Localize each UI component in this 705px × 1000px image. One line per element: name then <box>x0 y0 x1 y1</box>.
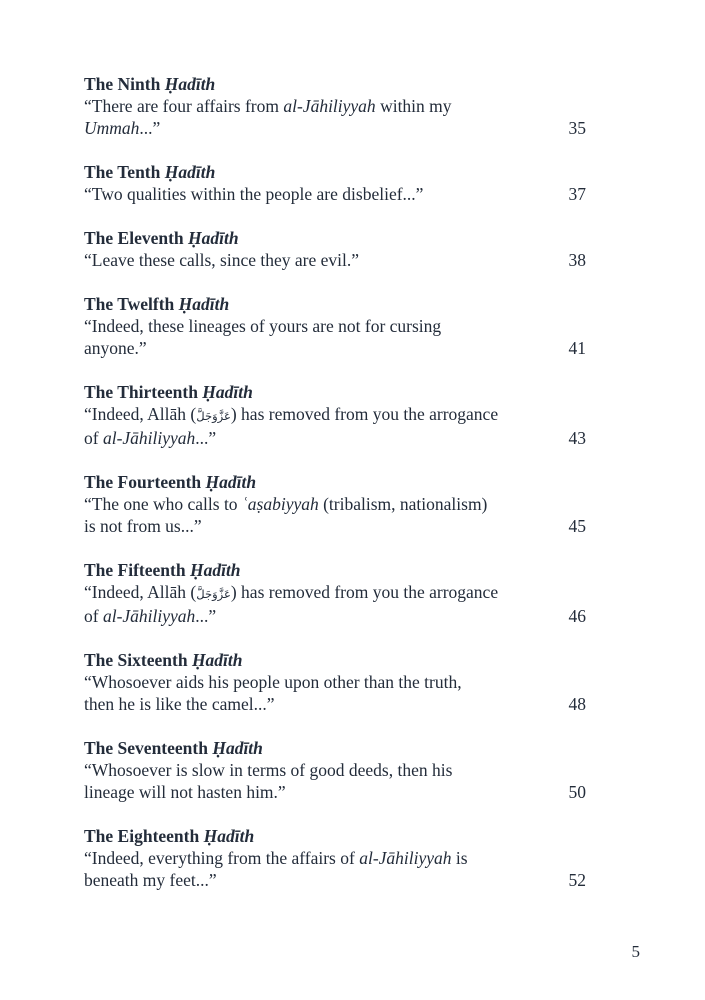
transliterated-term: ʿaṣabiyyah <box>241 494 319 514</box>
transliterated-term: al-Jāhiliyyah <box>102 606 196 626</box>
toc-entry <box>84 649 586 715</box>
entry-title <box>84 825 586 847</box>
toc-entry <box>84 471 586 537</box>
toc-entry <box>84 381 586 449</box>
toc-entry <box>84 227 586 271</box>
entry-quote <box>84 581 498 627</box>
entry-quote <box>84 403 498 449</box>
entry-page-number: 45 <box>568 516 586 536</box>
entry-page-number: 52 <box>568 870 586 890</box>
text-segment: “Whosoever is slow in terms of good deeds, then his <box>84 760 453 780</box>
entry-quote <box>84 847 468 891</box>
entry-page-number: 50 <box>568 782 586 802</box>
transliterated-term: Ummah <box>84 118 140 138</box>
text-segment: The Eighteenth <box>84 826 204 846</box>
entry-page-number: 35 <box>568 118 586 138</box>
transliterated-term: Ḥadīth <box>212 738 263 758</box>
entry-quote <box>84 671 462 715</box>
entry-body <box>84 183 586 205</box>
text-segment: is <box>451 848 468 868</box>
text-segment: ...” <box>139 118 161 138</box>
quote-line <box>84 427 498 449</box>
entry-body <box>84 493 586 537</box>
text-segment: ...” <box>195 428 217 448</box>
text-segment: of <box>84 606 103 626</box>
text-segment: ...” <box>195 606 217 626</box>
text-segment: “Two qualities within the people are disbelief...” <box>84 184 424 204</box>
text-segment: The Eleventh <box>84 228 189 248</box>
quote-line <box>84 781 452 803</box>
toc-entry <box>84 825 586 891</box>
quote-line <box>84 515 487 537</box>
entry-quote <box>84 249 359 271</box>
entry-title <box>84 737 586 759</box>
text-segment: is not from us...” <box>84 516 202 536</box>
quote-line <box>84 95 452 117</box>
quote-line <box>84 403 498 427</box>
entry-body <box>84 315 586 359</box>
entry-body <box>84 403 586 449</box>
arabic-honorific: عَزَّوَجَلَّ <box>196 409 231 423</box>
transliterated-term: al-Jāhiliyyah <box>359 848 452 868</box>
text-segment: beneath my feet...” <box>84 870 217 890</box>
transliterated-term: Ḥadīth <box>203 826 255 846</box>
entry-quote <box>84 759 452 803</box>
entry-quote <box>84 315 441 359</box>
toc-entry <box>84 559 586 627</box>
text-segment: “Leave these calls, since they are evil.” <box>84 250 359 270</box>
text-segment: The Fifteenth <box>84 560 190 580</box>
entry-quote <box>84 95 452 139</box>
entry-title <box>84 293 586 315</box>
quote-line <box>84 693 462 715</box>
entry-body <box>84 95 586 139</box>
text-segment: The Fourteenth <box>84 472 206 492</box>
arabic-honorific: عَزَّوَجَلَّ <box>196 587 231 601</box>
quote-line <box>84 493 487 515</box>
text-segment: “There are four affairs from <box>84 96 284 116</box>
quote-line <box>84 315 441 337</box>
entry-title <box>84 471 586 493</box>
text-segment: The Ninth <box>84 74 165 94</box>
text-segment: “Indeed, Allāh ( <box>84 582 197 602</box>
text-segment: “Indeed, everything from the affairs of <box>84 848 360 868</box>
transliterated-term: Ḥadīth <box>164 162 216 182</box>
entry-title <box>84 227 586 249</box>
text-segment: ) has removed from you the arrogance <box>230 582 499 602</box>
quote-line <box>84 759 452 781</box>
quote-line <box>84 671 462 693</box>
transliterated-term: al-Jāhiliyyah <box>283 96 376 116</box>
quote-line <box>84 869 468 891</box>
text-segment: within my <box>375 96 452 116</box>
toc-entry <box>84 73 586 139</box>
entry-page-number: 48 <box>568 694 586 714</box>
quote-line <box>84 337 441 359</box>
quote-line <box>84 581 498 605</box>
toc-list <box>84 73 586 913</box>
transliterated-term: Ḥadīth <box>164 74 216 94</box>
text-segment: The Tenth <box>84 162 165 182</box>
quote-line <box>84 847 468 869</box>
transliterated-term: Ḥadīth <box>188 228 239 248</box>
text-segment: lineage will not hasten him.” <box>84 782 286 802</box>
entry-page-number: 37 <box>568 184 586 204</box>
quote-line <box>84 605 498 627</box>
transliterated-term: Ḥadīth <box>189 560 241 580</box>
text-segment: The Sixteenth <box>84 650 192 670</box>
entry-title <box>84 381 586 403</box>
text-segment: ) has removed from you the arrogance <box>230 404 499 424</box>
entry-body <box>84 759 586 803</box>
transliterated-term: al-Jāhiliyyah <box>102 428 196 448</box>
entry-page-number: 41 <box>568 338 586 358</box>
entry-body <box>84 581 586 627</box>
text-segment: then he is like the camel...” <box>84 694 275 714</box>
entry-body <box>84 847 586 891</box>
entry-page-number: 38 <box>568 250 586 270</box>
entry-title <box>84 73 586 95</box>
page-number-folio: 5 <box>631 942 640 961</box>
entry-body <box>84 249 586 271</box>
transliterated-term: Ḥadīth <box>178 294 230 314</box>
text-segment: “The one who calls to <box>84 494 242 514</box>
text-segment: The Twelfth <box>84 294 179 314</box>
text-segment: The Seventeenth <box>84 738 213 758</box>
text-segment: anyone.” <box>84 338 147 358</box>
text-segment: (tribalism, nationalism) <box>318 494 488 514</box>
toc-entry <box>84 161 586 205</box>
entry-title <box>84 559 586 581</box>
text-segment: “Indeed, Allāh ( <box>84 404 197 424</box>
transliterated-term: Ḥadīth <box>202 382 253 402</box>
entry-quote <box>84 183 423 205</box>
entry-body <box>84 671 586 715</box>
text-segment: of <box>84 428 103 448</box>
entry-title <box>84 649 586 671</box>
entry-page-number: 43 <box>568 428 586 448</box>
quote-line <box>84 249 359 271</box>
entry-quote <box>84 493 487 537</box>
toc-entry <box>84 293 586 359</box>
text-segment: “Indeed, these lineages of yours are not for cursing <box>84 316 442 336</box>
transliterated-term: Ḥadīth <box>191 650 243 670</box>
entry-page-number: 46 <box>568 606 586 626</box>
toc-entry <box>84 737 586 803</box>
transliterated-term: Ḥadīth <box>205 472 257 492</box>
quote-line <box>84 117 452 139</box>
entry-title <box>84 161 586 183</box>
text-segment: The Thirteenth <box>84 382 203 402</box>
text-segment: “Whosoever aids his people upon other than the truth, <box>84 672 462 692</box>
quote-line <box>84 183 423 205</box>
